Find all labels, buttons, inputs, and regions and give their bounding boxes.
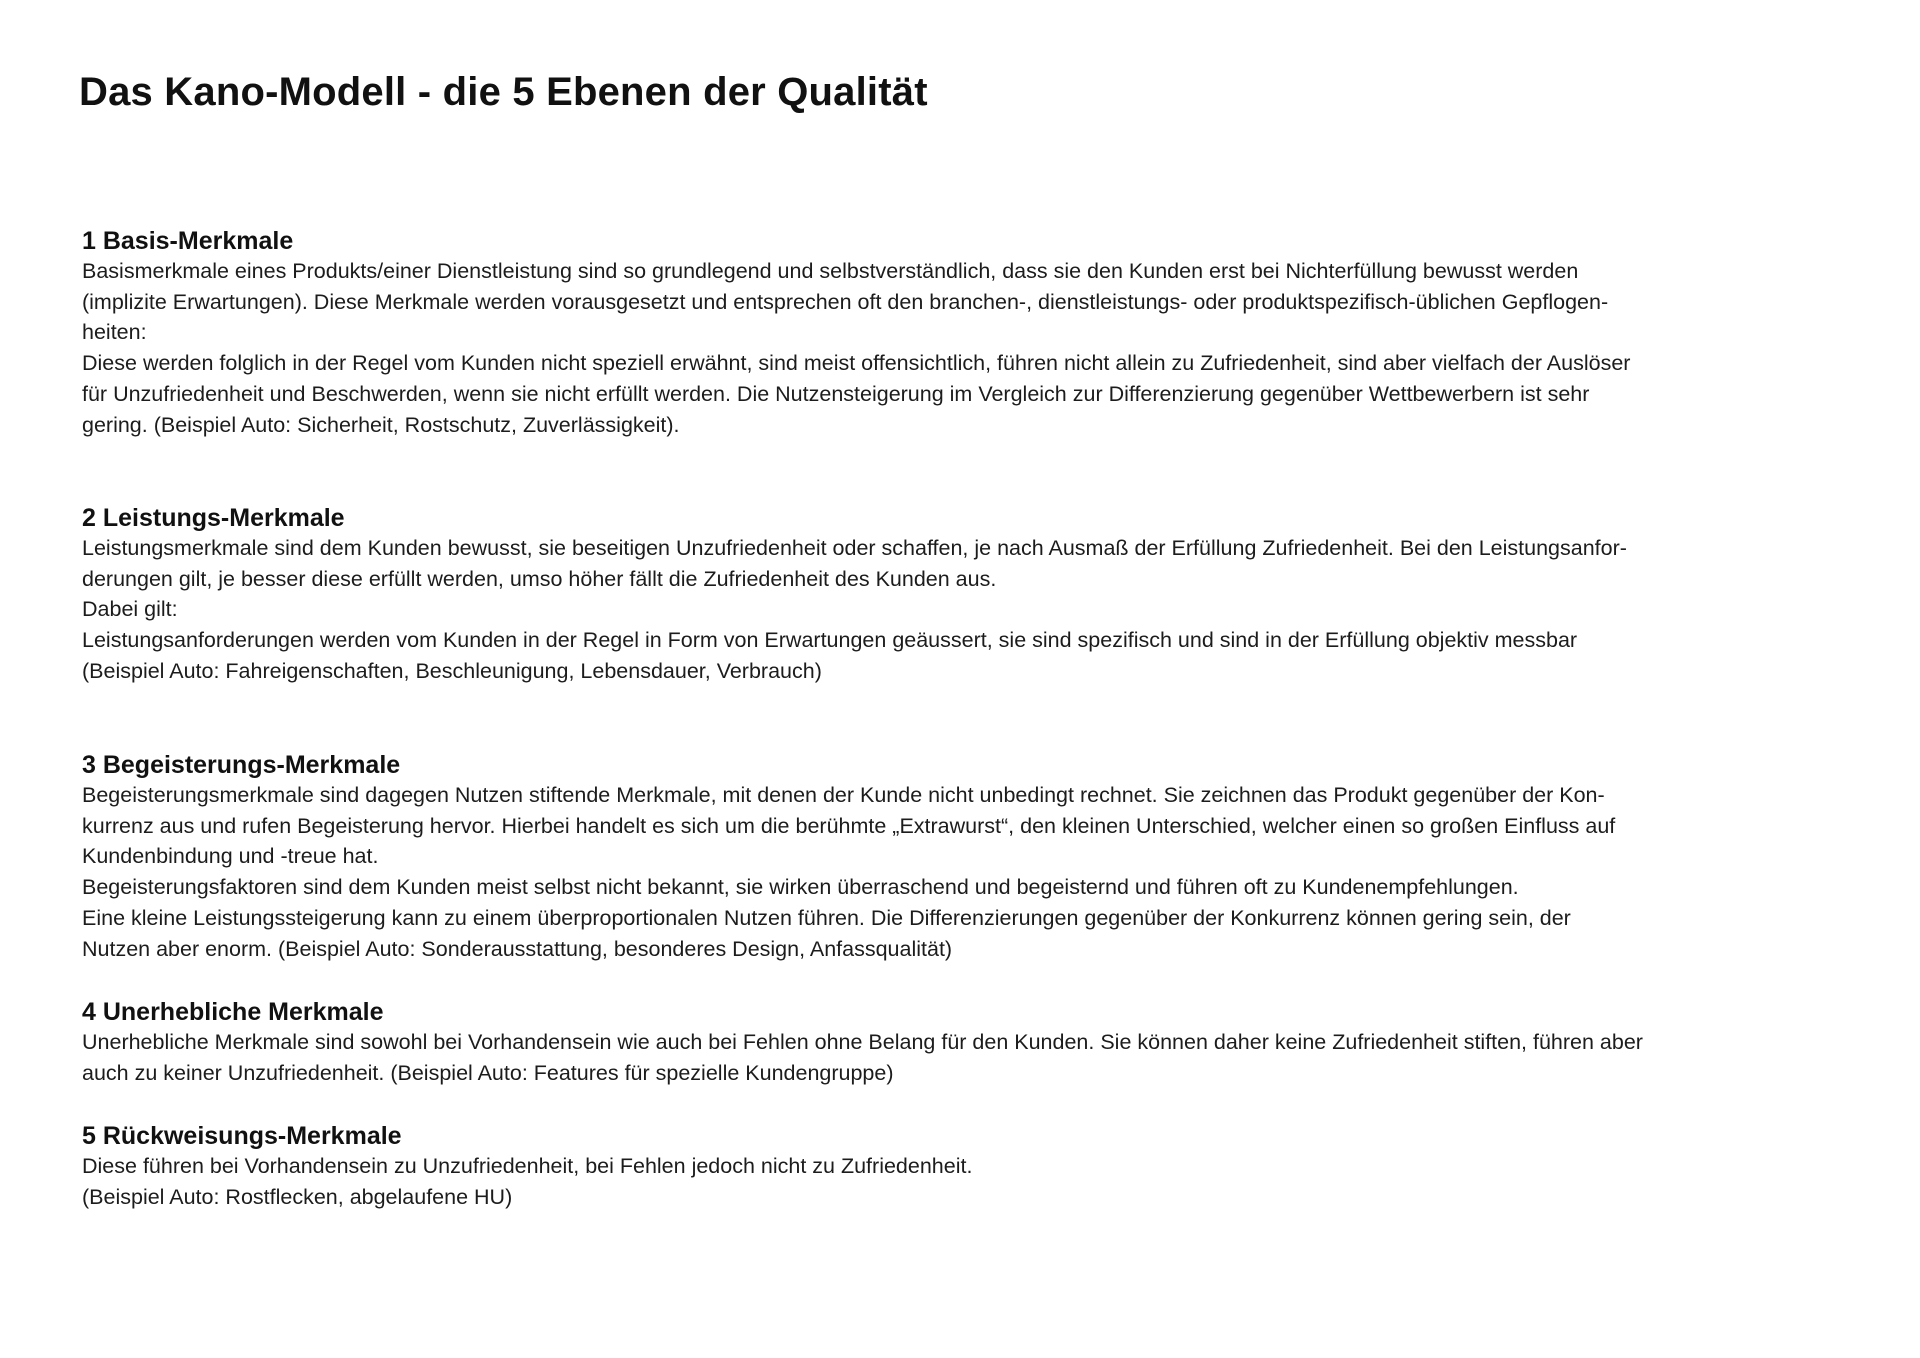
section-unerhebliche-merkmale [82, 997, 1882, 1088]
section-heading: 1 Basis-Merkmale [82, 227, 294, 255]
section-leistungs-merkmale [82, 503, 1882, 687]
paragraph-line: auch zu keiner Unzufriedenheit. (Beispiel Auto: Features für spezielle Kundengruppe) [82, 1060, 894, 1085]
paragraph-line: derungen gilt, je besser diese erfüllt werden, umso höher fällt die Zufriedenheit des Kunden aus. [82, 566, 997, 591]
paragraph-line: gering. (Beispiel Auto: Sicherheit, Rostschutz, Zuverlässigkeit). [82, 412, 680, 437]
paragraph-line: Kundenbindung und -treue hat. [82, 844, 379, 869]
paragraph-line: Diese werden folglich in der Regel vom Kunden nicht speziell erwähnt, sind meist offensichtlich, führen nicht allein zu Zufriedenheit, sind aber vielfach der Auslöser [82, 351, 1631, 376]
paragraph-line: Dabei gilt: [82, 597, 178, 622]
section-heading: 3 Begeisterungs-Merkmale [82, 751, 401, 779]
paragraph-line: heiten: [82, 320, 147, 345]
paragraph-line: (implizite Erwartungen). Diese Merkmale werden vorausgesetzt und entsprechen oft den branchen-, dienstleistungs- oder produktspezifisch-üblichen Gepflogen- [82, 289, 1609, 314]
paragraph-line: (Beispiel Auto: Rostflecken, abgelaufene HU) [82, 1184, 513, 1209]
section-begeisterungs-merkmale [82, 750, 1882, 964]
section-rueckweisungs-merkmale [82, 1121, 1882, 1212]
paragraph-line: Begeisterungsfaktoren sind dem Kunden meist selbst nicht bekannt, sie wirken überraschend und begeisternd und führen oft zu Kundenempfehlungen. [82, 875, 1519, 900]
paragraph-line: Unerhebliche Merkmale sind sowohl bei Vorhandensein wie auch bei Fehlen ohne Belang für den Kunden. Sie können daher keine Zufriedenheit stiften, führen aber [82, 1030, 1643, 1054]
paragraph-line: Nutzen aber enorm. (Beispiel Auto: Sonderausstattung, besonderes Design, Anfassqualität) [82, 936, 953, 961]
page-title: Das Kano-Modell - die 5 Ebenen der Qualität [79, 70, 928, 114]
paragraph-line: Eine kleine Leistungssteigerung kann zu einem überproportionalen Nutzen führen. Die Differenzierungen gegenüber der Konkurrenz können gering sein, der [82, 905, 1571, 930]
section-heading: 2 Leistungs-Merkmale [82, 504, 345, 532]
section-heading: 5 Rückweisungs-Merkmale [82, 1122, 402, 1150]
paragraph-line: Basismerkmale eines Produkts/einer Dienstleistung sind so grundlegend und selbstverständlich, dass sie den Kunden erst bei Nichterfüllung bewusst werden [82, 259, 1579, 283]
paragraph-line: für Unzufriedenheit und Beschwerden, wenn sie nicht erfüllt werden. Die Nutzensteigerung im Vergleich zur Differenzierung gegenüber Wettbewerbern ist sehr [82, 381, 1590, 406]
paragraph-line: (Beispiel Auto: Fahreigenschaften, Beschleunigung, Lebensdauer, Verbrauch) [82, 658, 822, 683]
section-basis-merkmale [82, 226, 1882, 440]
paragraph-line: Diese führen bei Vorhandensein zu Unzufriedenheit, bei Fehlen jedoch nicht zu Zufriedenheit. [82, 1154, 973, 1178]
paragraph-line: kurrenz aus und rufen Begeisterung hervor. Hierbei handelt es sich um die berühmte „Extrawurst“, den kleinen Unterschied, welcher einen so großen Einfluss auf [82, 813, 1616, 838]
paragraph-line: Leistungsmerkmale sind dem Kunden bewusst, sie beseitigen Unzufriedenheit oder schaffen, je nach Ausmaß der Erfüllung Zufriedenheit. Bei den Leistungsanfor- [82, 536, 1627, 560]
paragraph-line: Begeisterungsmerkmale sind dagegen Nutzen stiftende Merkmale, mit denen der Kunde nicht unbedingt rechnet. Sie zeichnen das Produkt gegenüber der Kon- [82, 783, 1605, 807]
section-heading: 4 Unerhebliche Merkmale [82, 998, 384, 1026]
paragraph-line: Leistungsanforderungen werden vom Kunden in der Regel in Form von Erwartungen geäussert, sie sind spezifisch und sind in der Erfüllung objektiv messbar [82, 628, 1578, 653]
